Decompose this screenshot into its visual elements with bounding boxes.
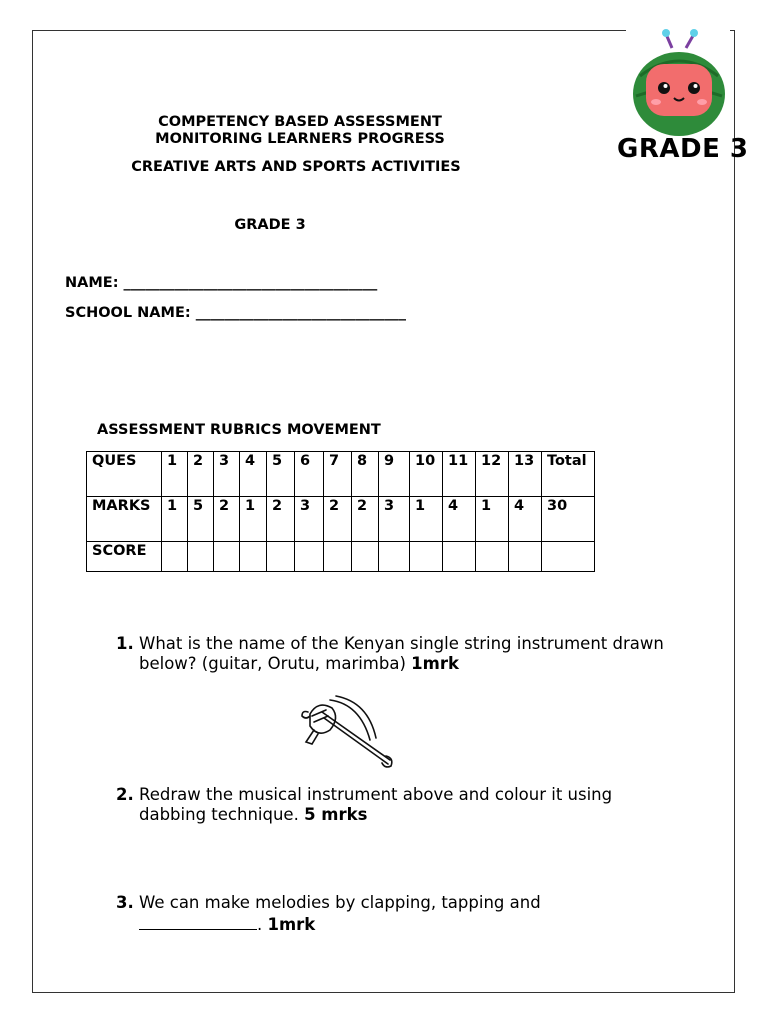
rubric-cell: 10 xyxy=(410,452,443,497)
rubric-cell: 5 xyxy=(188,497,214,542)
rubric-cell[interactable] xyxy=(267,542,295,572)
header-line-2: MONITORING LEARNERS PROGRESS xyxy=(155,131,445,147)
rubric-row-label: MARKS xyxy=(87,497,162,542)
rubric-cell: 11 xyxy=(443,452,476,497)
rubric-cell: 3 xyxy=(379,497,410,542)
answer-blank[interactable] xyxy=(139,913,257,930)
rubric-cell: 1 xyxy=(162,452,188,497)
question-number: 2. xyxy=(116,785,134,804)
rubric-cell: 2 xyxy=(267,497,295,542)
rubric-cell: 8 xyxy=(352,452,379,497)
rubric-cell: 2 xyxy=(188,452,214,497)
school-name-field[interactable]: SCHOOL NAME: _____________________________ xyxy=(65,305,406,321)
rubric-cell: 2 xyxy=(214,497,240,542)
rubric-cell: 7 xyxy=(324,452,352,497)
rubric-cell[interactable] xyxy=(476,542,509,572)
rubric-cell: 6 xyxy=(295,452,324,497)
question-marks: 5 mrks xyxy=(304,805,368,824)
question-marks: 1mrk xyxy=(411,654,459,673)
rubric-cell[interactable] xyxy=(410,542,443,572)
rubric-cell[interactable] xyxy=(214,542,240,572)
rubric-cell[interactable] xyxy=(295,542,324,572)
rubric-row-label: SCORE xyxy=(87,542,162,572)
rubric-cell: 2 xyxy=(324,497,352,542)
rubric-cell: 9 xyxy=(379,452,410,497)
rubric-cell[interactable] xyxy=(352,542,379,572)
orutu-instrument-illustration xyxy=(290,690,400,774)
rubric-row-label: QUES xyxy=(87,452,162,497)
question-text: Redraw the musical instrument above and colour it using dabbing technique. 5 mrks xyxy=(139,785,613,824)
rubric-cell[interactable] xyxy=(509,542,542,572)
rubric-cell: 1 xyxy=(476,497,509,542)
question-text: What is the name of the Kenyan single string instrument drawn below? (guitar, Orutu, marimba) 1mrk xyxy=(139,634,664,673)
rubric-row xyxy=(87,542,595,572)
rubric-title: ASSESSMENT RUBRICS MOVEMENT xyxy=(97,422,381,438)
rubric-cell: 3 xyxy=(295,497,324,542)
rubric-cell: 5 xyxy=(267,452,295,497)
grade-title: GRADE 3 xyxy=(234,217,306,233)
question-number: 3. xyxy=(116,893,134,912)
rubric-cell[interactable] xyxy=(324,542,352,572)
rubric-table xyxy=(86,451,595,572)
rubric-row xyxy=(87,497,595,542)
rubric-cell: 12 xyxy=(476,452,509,497)
rubric-cell: 1 xyxy=(410,497,443,542)
orutu-icon xyxy=(290,690,400,770)
question-marks: 1mrk xyxy=(267,915,316,934)
name-field[interactable]: NAME: ___________________________________ xyxy=(65,275,378,291)
rubric-cell[interactable] xyxy=(379,542,410,572)
watermelon-logo xyxy=(626,26,730,138)
rubric-cell: 3 xyxy=(214,452,240,497)
subject-title: CREATIVE ARTS AND SPORTS ACTIVITIES xyxy=(131,159,461,175)
rubric-cell: 1 xyxy=(162,497,188,542)
rubric-cell[interactable] xyxy=(443,542,476,572)
rubric-cell: 4 xyxy=(443,497,476,542)
rubric-cell: 4 xyxy=(240,452,267,497)
rubric-row xyxy=(87,452,595,497)
grade-badge: GRADE 3 xyxy=(617,134,749,164)
rubric-cell: 2 xyxy=(352,497,379,542)
rubric-cell: 30 xyxy=(542,497,595,542)
rubric-cell: 13 xyxy=(509,452,542,497)
rubric-cell[interactable] xyxy=(240,542,267,572)
question-text: We can make melodies by clapping, tapping and . 1mrk xyxy=(139,893,541,934)
rubric-cell[interactable] xyxy=(542,542,595,572)
rubric-cell: 4 xyxy=(509,497,542,542)
rubric-cell[interactable] xyxy=(188,542,214,572)
rubric-cell[interactable] xyxy=(162,542,188,572)
rubric-cell: 1 xyxy=(240,497,267,542)
rubric-cell: Total xyxy=(542,452,595,497)
watermelon-logo-icon xyxy=(626,26,730,138)
header-line-1: COMPETENCY BASED ASSESSMENT xyxy=(158,114,442,130)
question-number: 1. xyxy=(116,634,134,653)
